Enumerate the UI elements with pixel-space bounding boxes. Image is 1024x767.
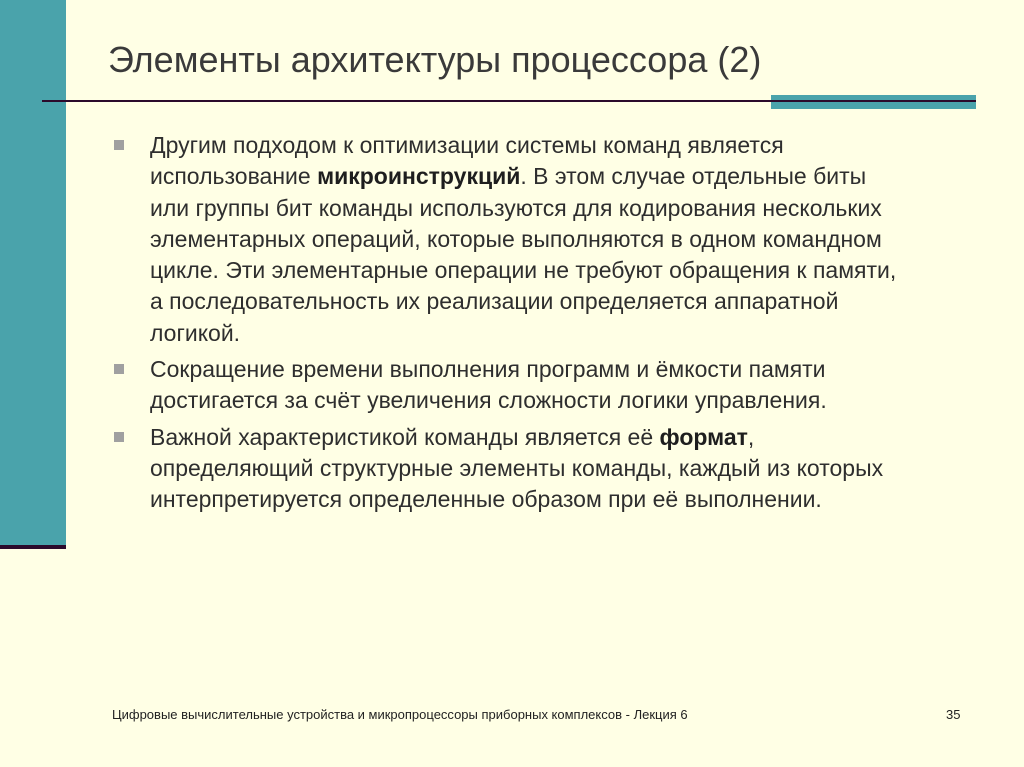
bullet-item	[110, 422, 910, 516]
bullet-item	[110, 130, 910, 349]
page-number: 35	[946, 707, 961, 722]
bullet-text-after: , определяющий структурные элементы команды, каждый из которых интерпретируется определенные образом при её выполнении.	[150, 423, 884, 513]
slide-content	[110, 130, 910, 521]
slide-footer: Цифровые вычислительные устройства и микропроцессоры приборных комплексов - Лекция 6	[112, 707, 688, 722]
bullet-item	[110, 354, 910, 417]
left-bar-underline	[0, 545, 66, 549]
bullet-text-after: . В этом случае отдельные биты или группы бит команды используются для кодирования нескольких элементарных операций, которые выполняются в одном командном цикле. Эти элементарные операции не требуют обращения к памяти, а последовательность их реализации определяется аппаратной логикой.	[150, 163, 897, 346]
square-bullet-icon	[114, 364, 124, 374]
left-accent-bar	[0, 0, 66, 547]
bullet-bold-term: формат	[659, 423, 748, 450]
title-accent-line	[771, 100, 976, 102]
square-bullet-icon	[114, 432, 124, 442]
bullet-text: Сокращение времени выполнения программ и ёмкости памяти достигается за счёт увеличения сложности логики управления.	[150, 356, 827, 414]
slide-title: Элементы архитектуры процессора (2)	[108, 39, 762, 80]
title-accent-block	[771, 95, 976, 109]
square-bullet-icon	[114, 140, 124, 150]
bullet-bold-term: микроинструкций	[317, 163, 521, 190]
bullet-text-before: Важной характеристикой команды является её	[150, 423, 660, 450]
bullet-text-before: Другим подходом к оптимизации системы команд является использование	[150, 132, 784, 190]
